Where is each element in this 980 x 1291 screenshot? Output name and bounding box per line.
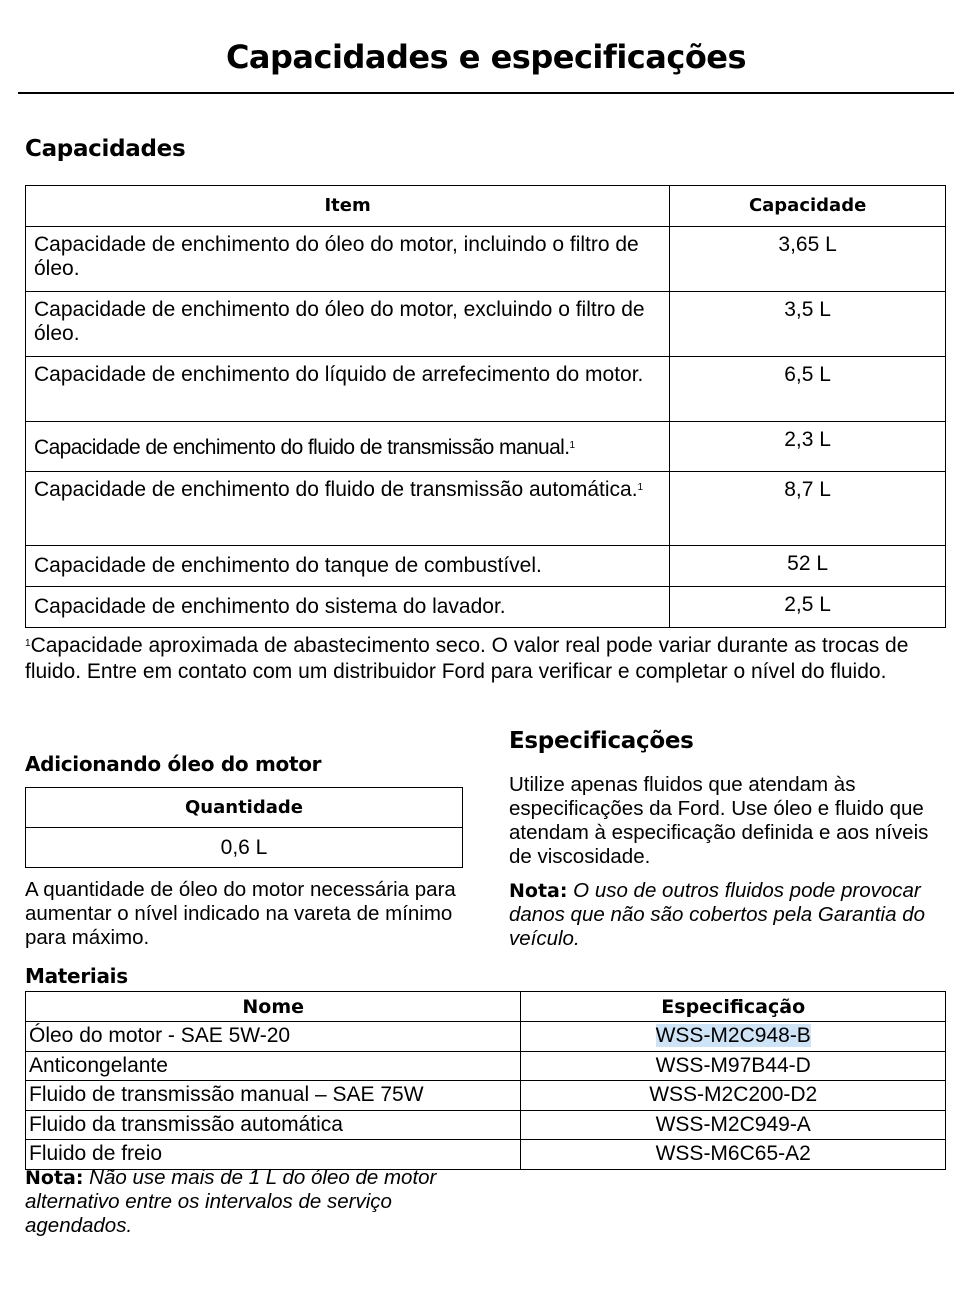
column-header-quantity: Quantidade <box>26 788 463 828</box>
capacity-cell: 3,5 L <box>670 292 946 357</box>
materials-note <box>25 1166 485 1238</box>
footnote-text: Capacidade aproximada de abastecimento seco. O valor real pode variar durante as trocas de fluido. Entre em contato com um distribuidor Ford para verificar e completar o nível do fluido. <box>25 634 909 683</box>
table-row <box>26 357 946 422</box>
footnote-ref: 1 <box>569 440 576 451</box>
capacities-table <box>25 185 946 628</box>
specifications-text: Utilize apenas fluidos que atendam às especificações da Ford. Use óleo e fluido que atendam à especificação definida e aos níveis de viscosidade. <box>509 773 929 868</box>
material-spec-cell <box>521 1022 946 1052</box>
capacities-heading: Capacidades <box>25 136 186 162</box>
note-text: Não use mais de 1 L do óleo de motor alternativo entre os intervalos de serviço agendados. <box>25 1166 437 1237</box>
page-title: Capacidades e especificações <box>225 38 747 76</box>
table-row <box>26 472 946 546</box>
item-text: Capacidade de enchimento do fluido de transmissão manual. <box>34 436 570 459</box>
material-name-cell: Fluido da transmissão automática <box>26 1110 521 1140</box>
table-row <box>26 227 946 292</box>
column-header-item: Item <box>26 186 670 227</box>
item-cell: Capacidade de enchimento do líquido de arrefecimento do motor. <box>26 357 670 422</box>
material-name-cell: Fluido de transmissão manual – SAE 75W <box>26 1081 521 1111</box>
quantity-cell: 0,6 L <box>26 828 463 868</box>
material-spec-cell: WSS-M2C200-D2 <box>521 1081 946 1111</box>
adding-oil-description: A quantidade de óleo do motor necessária para aumentar o nível indicado na vareta de mínimo para máximo. <box>25 878 456 949</box>
table-row <box>26 1081 946 1111</box>
note-label: Nota: <box>509 880 568 902</box>
adding-oil-heading: Adicionando óleo do motor <box>25 752 322 776</box>
material-spec-cell: WSS-M6C65-A2 <box>521 1140 946 1170</box>
item-cell <box>26 422 670 472</box>
footnote-marker: 1 <box>25 638 31 649</box>
table-header-row <box>26 186 946 227</box>
column-header-capacity: Capacidade <box>670 186 946 227</box>
capacity-cell: 6,5 L <box>670 357 946 422</box>
capacity-cell: 52 L <box>670 546 946 587</box>
table-row <box>26 546 946 587</box>
material-name-cell: Óleo do motor - SAE 5W-20 <box>26 1022 521 1052</box>
table-row <box>26 828 463 868</box>
item-cell: Capacidade de enchimento do óleo do motor, excluindo o filtro de óleo. <box>26 292 670 357</box>
materials-heading: Materiais <box>25 964 128 988</box>
table-header-row <box>26 788 463 828</box>
capacity-cell: 8,7 L <box>670 472 946 546</box>
quantity-table <box>25 787 463 868</box>
item-text: Capacidade de enchimento do fluido de transmissão automática. <box>34 478 638 501</box>
column-header-name: Nome <box>26 992 521 1022</box>
highlighted-spec[interactable]: WSS-M2C948-B <box>655 1024 811 1048</box>
table-row <box>26 1140 946 1170</box>
capacity-cell: 2,5 L <box>670 587 946 628</box>
table-row <box>26 1110 946 1140</box>
table-row <box>26 1022 946 1052</box>
table-row <box>26 1051 946 1081</box>
specifications-note <box>509 879 954 951</box>
capacity-cell: 3,65 L <box>670 227 946 292</box>
item-cell <box>26 472 670 546</box>
item-cell: Capacidade de enchimento do óleo do motor, incluindo o filtro de óleo. <box>26 227 670 292</box>
material-name-cell: Anticongelante <box>26 1051 521 1081</box>
title-divider <box>18 92 954 94</box>
table-row <box>26 422 946 472</box>
footnote-ref: 1 <box>637 482 644 493</box>
material-name-cell: Fluido de freio <box>26 1140 521 1170</box>
item-cell: Capacidade de enchimento do sistema do lavador. <box>26 587 670 628</box>
capacity-cell: 2,3 L <box>670 422 946 472</box>
column-header-spec: Especificação <box>521 992 946 1022</box>
table-row <box>26 292 946 357</box>
note-label: Nota: <box>25 1167 84 1189</box>
item-cell: Capacidade de enchimento do tanque de combustível. <box>26 546 670 587</box>
material-spec-cell: WSS-M2C949-A <box>521 1110 946 1140</box>
table-header-row <box>26 992 946 1022</box>
note-text: O uso de outros fluidos pode provocar danos que não são cobertos pela Garantia do veículo. <box>509 879 925 950</box>
materials-table <box>25 991 946 1170</box>
specifications-heading: Especificações <box>509 728 694 754</box>
capacities-footnote <box>25 633 955 685</box>
material-spec-cell: WSS-M97B44-D <box>521 1051 946 1081</box>
table-row <box>26 587 946 628</box>
